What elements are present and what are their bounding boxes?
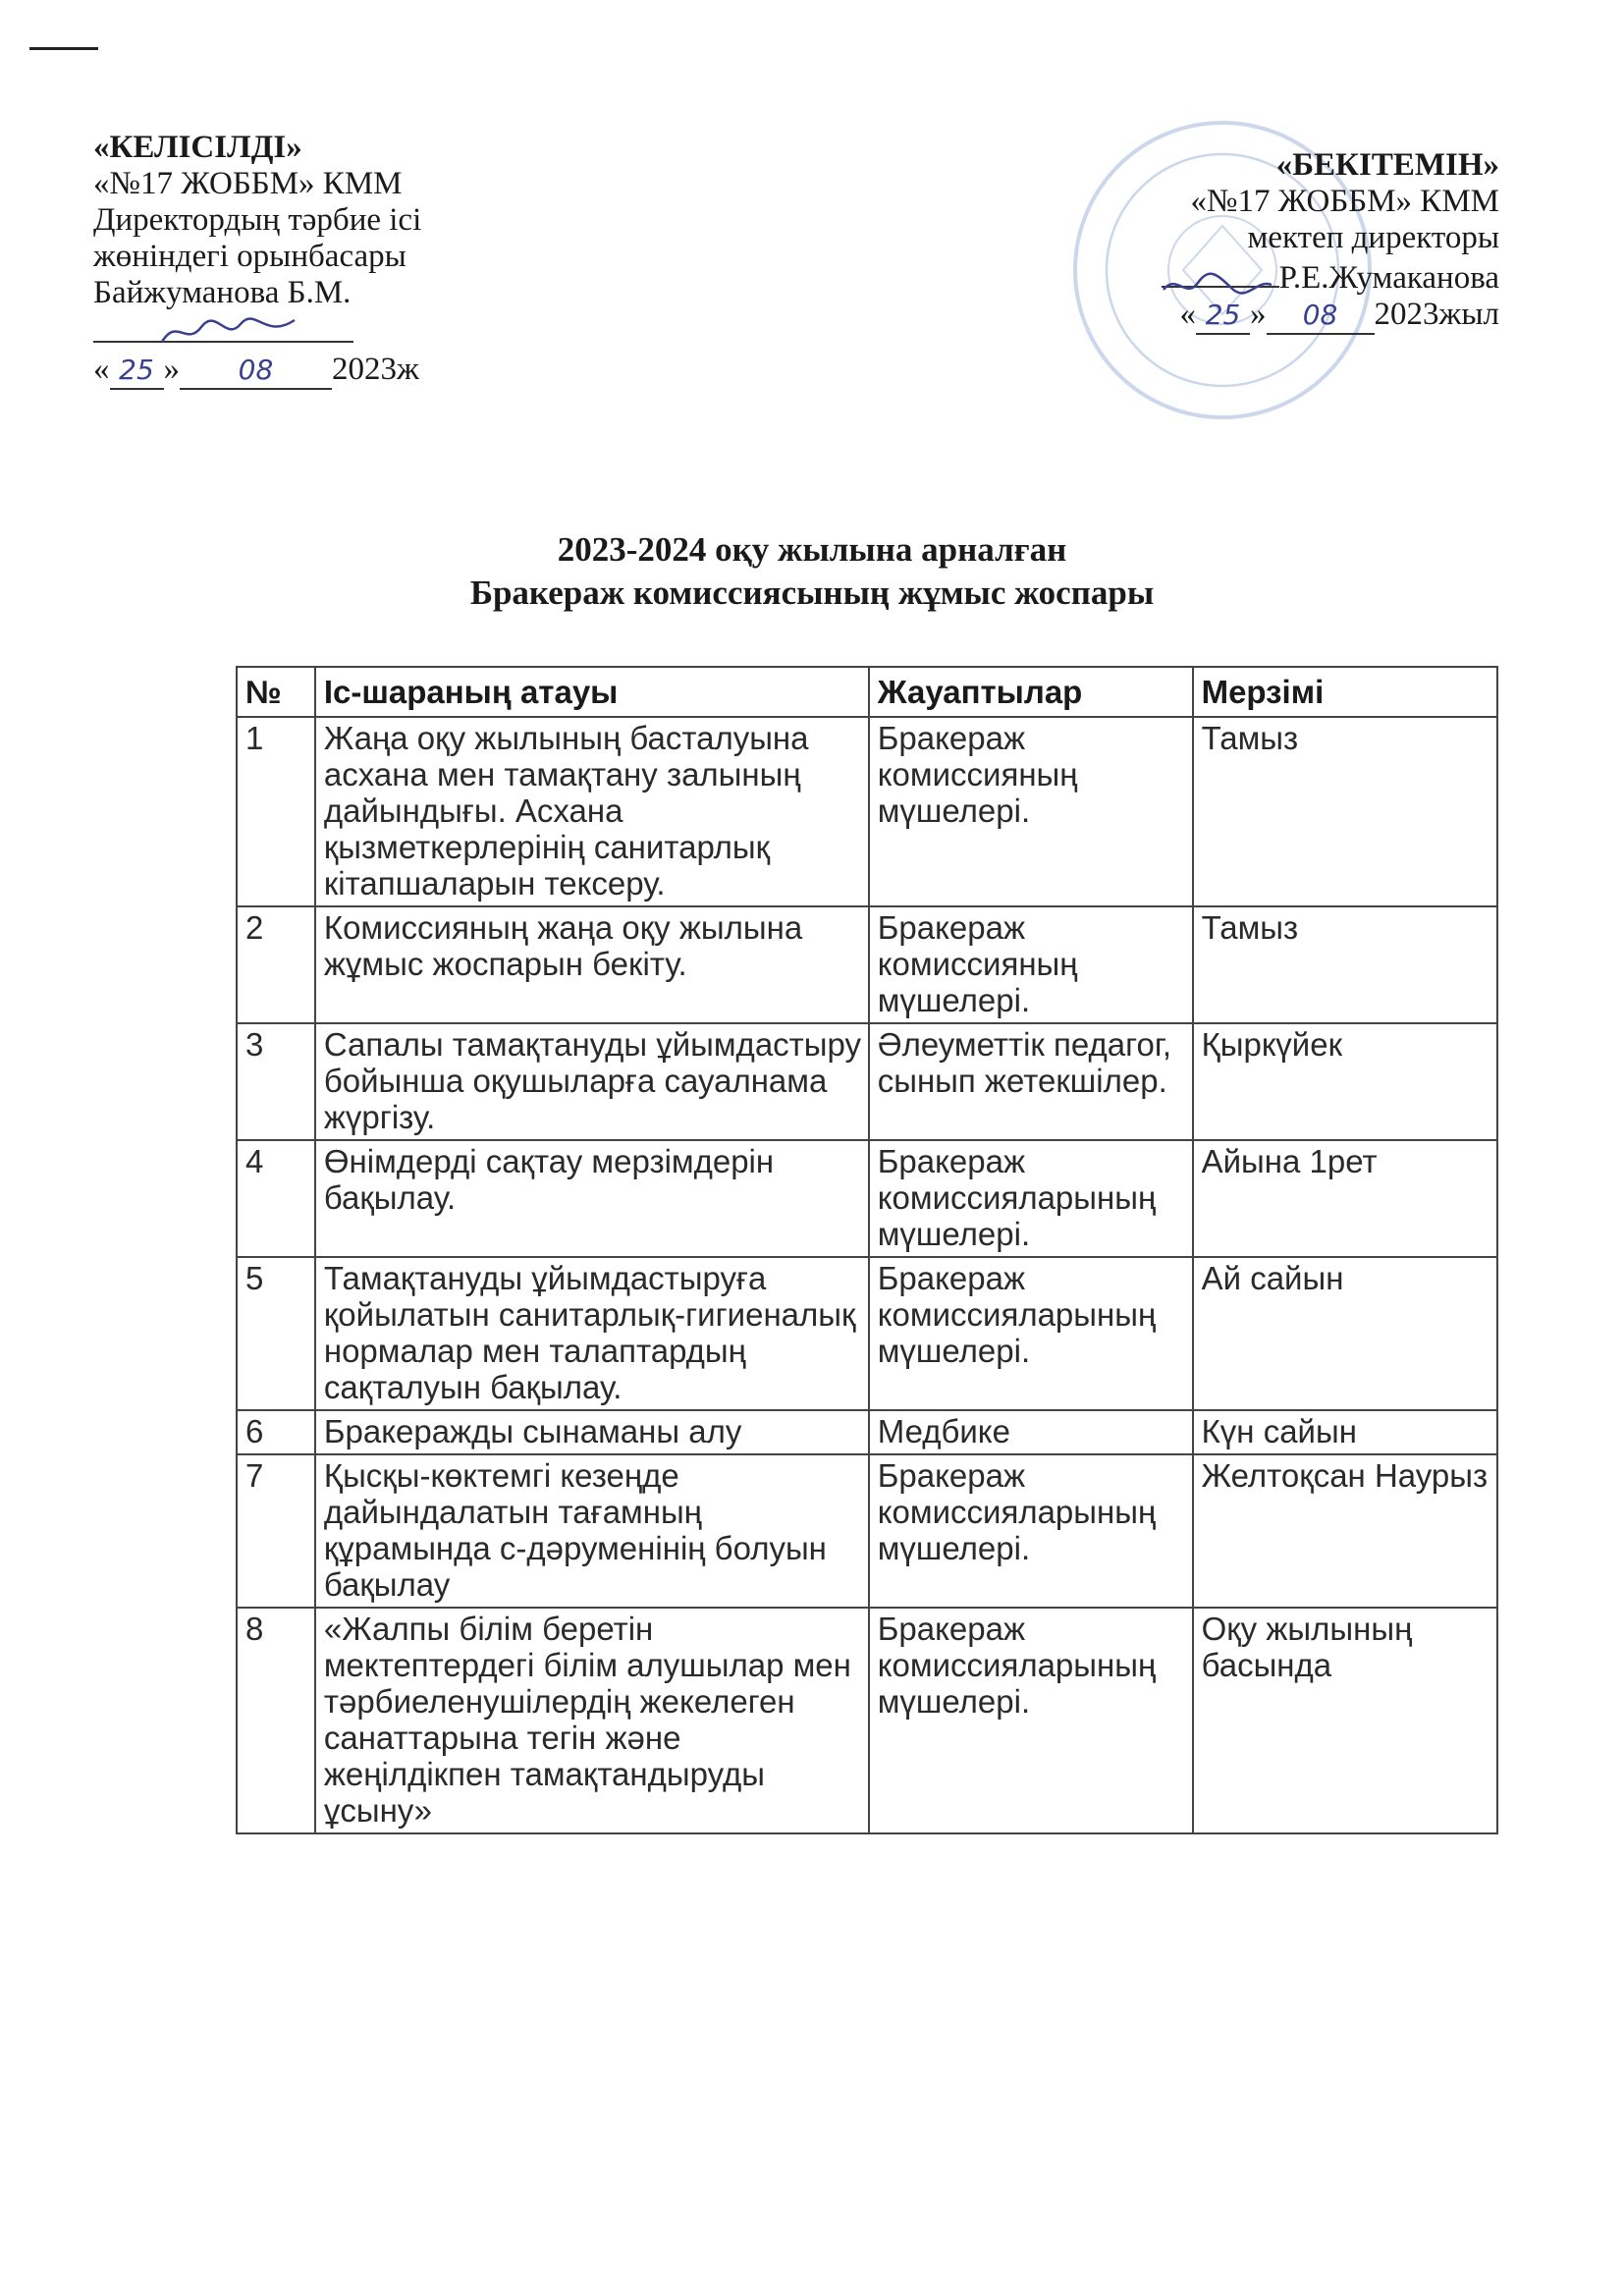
row-number: 6 bbox=[237, 1410, 315, 1454]
approval-right-block bbox=[1031, 147, 1499, 335]
row-term: Қыркүйек bbox=[1193, 1023, 1497, 1140]
row-event: Қысқы-көктемгі кезеңде дайындалатын тағамның құрамында с-дәруменінің болуын бақылау bbox=[315, 1454, 869, 1608]
table-header-row bbox=[237, 667, 1497, 717]
row-number: 4 bbox=[237, 1140, 315, 1257]
approval-right-date-year: 2023жыл bbox=[1374, 297, 1499, 332]
table-row bbox=[237, 1410, 1497, 1454]
row-responsible: Әлеуметтік педагог, сынып жетекшілер. bbox=[869, 1023, 1193, 1140]
row-term: Желтоқсан Наурыз bbox=[1193, 1454, 1497, 1608]
row-number: 8 bbox=[237, 1608, 315, 1833]
row-term: Тамыз bbox=[1193, 717, 1497, 906]
approval-left-heading: «КЕЛІСІЛДІ» bbox=[93, 130, 302, 165]
approval-left-position-2: жөніндегі орынбасары bbox=[93, 239, 406, 274]
approval-left-date-day: 25 bbox=[110, 352, 164, 390]
date-open-quote: « bbox=[1179, 297, 1197, 332]
date-close-quote: » bbox=[1250, 297, 1267, 332]
row-responsible: Бракераж комиссияның мүшелері. bbox=[869, 717, 1193, 906]
approval-right-heading: «БЕКІТЕМІН» bbox=[1275, 147, 1499, 183]
row-number: 1 bbox=[237, 717, 315, 906]
approval-left-date bbox=[93, 352, 421, 390]
row-event: Тамақтануды ұйымдастыруға қойылатын санитарлық-гигиеналық нормалар мен талаптардың сақталуын бақылау. bbox=[315, 1257, 869, 1410]
approval-right-name: Р.Е.Жумаканова bbox=[1278, 260, 1499, 296]
row-term: Айына 1рет bbox=[1193, 1140, 1497, 1257]
table-row bbox=[237, 1257, 1497, 1410]
document-title-line-1: 2023-2024 оқу жылына арналған bbox=[557, 530, 1067, 569]
table-row bbox=[237, 1454, 1497, 1608]
row-number: 7 bbox=[237, 1454, 315, 1608]
corner-mark bbox=[29, 47, 98, 50]
table-row bbox=[237, 1140, 1497, 1257]
table-row bbox=[237, 717, 1497, 906]
row-term: Тамыз bbox=[1193, 906, 1497, 1023]
row-responsible: Бракераж комиссияларының мүшелері. bbox=[869, 1140, 1193, 1257]
row-responsible: Бракераж комиссияларының мүшелері. bbox=[869, 1608, 1193, 1833]
row-responsible: Бракераж комиссияларының мүшелері. bbox=[869, 1257, 1193, 1410]
row-event: Жаңа оқу жылының басталуына асхана мен тамақтану залының дайындығы. Асхана қызметкерлерінің санитарлық кітапшаларын тексеру. bbox=[315, 717, 869, 906]
approval-right-date-month: 08 bbox=[1267, 297, 1375, 335]
row-event: Комиссияның жаңа оқу жылына жұмыс жоспарын бекіту. bbox=[315, 906, 869, 1023]
date-open-quote: « bbox=[93, 352, 110, 387]
header-responsible: Жауаптылар bbox=[869, 667, 1193, 717]
row-event: «Жалпы білім беретін мектептердегі білім алушылар мен тәрбиеленушілердің жекелеген санаттарына тегін және жеңілдікпен тамақтандыруды ұсыну» bbox=[315, 1608, 869, 1833]
row-responsible: Бракераж комиссияның мүшелері. bbox=[869, 906, 1193, 1023]
row-term: Ай сайын bbox=[1193, 1257, 1497, 1410]
row-event: Өнімдерді сақтау мерзімдерін бақылау. bbox=[315, 1140, 869, 1257]
row-event: Сапалы тамақтануды ұйымдастыру бойынша оқушыларға сауалнама жүргізу. bbox=[315, 1023, 869, 1140]
row-number: 2 bbox=[237, 906, 315, 1023]
approval-left-date-month: 08 bbox=[180, 352, 332, 390]
row-responsible: Медбике bbox=[869, 1410, 1193, 1454]
header-event: Іс-шараның атауы bbox=[315, 667, 869, 717]
row-responsible: Бракераж комиссияларының мүшелері. bbox=[869, 1454, 1193, 1608]
table-row bbox=[237, 1608, 1497, 1833]
row-term: Күн сайын bbox=[1193, 1410, 1497, 1454]
row-number: 5 bbox=[237, 1257, 315, 1410]
table-row bbox=[237, 906, 1497, 1023]
approval-left-name: Байжуманова Б.М. bbox=[93, 275, 352, 310]
document-title-line-2: Бракераж комиссиясының жұмыс жоспары bbox=[469, 574, 1155, 612]
approval-right-position: мектеп директоры bbox=[1247, 220, 1499, 255]
approval-right-date-day: 25 bbox=[1196, 297, 1250, 335]
approval-left-org: «№17 ЖОББМ» КММ bbox=[93, 166, 403, 201]
header-number: № bbox=[237, 667, 315, 717]
row-event: Бракеражды сынаманы алу bbox=[315, 1410, 869, 1454]
table-row bbox=[237, 1023, 1497, 1140]
header-term: Мерзімі bbox=[1193, 667, 1497, 717]
row-term: Оқу жылының басында bbox=[1193, 1608, 1497, 1833]
approval-right-org: «№17 ЖОББМ» КММ bbox=[1190, 184, 1499, 219]
approval-left-date-year: 2023ж bbox=[332, 352, 419, 387]
document-title bbox=[0, 528, 1624, 615]
left-signature-icon bbox=[157, 312, 304, 352]
work-plan-table bbox=[236, 666, 1498, 1834]
row-number: 3 bbox=[237, 1023, 315, 1140]
right-signature-icon bbox=[1159, 265, 1276, 304]
approval-left-position-1: Директордың тәрбие ісі bbox=[93, 202, 422, 238]
date-close-quote: » bbox=[163, 352, 180, 387]
